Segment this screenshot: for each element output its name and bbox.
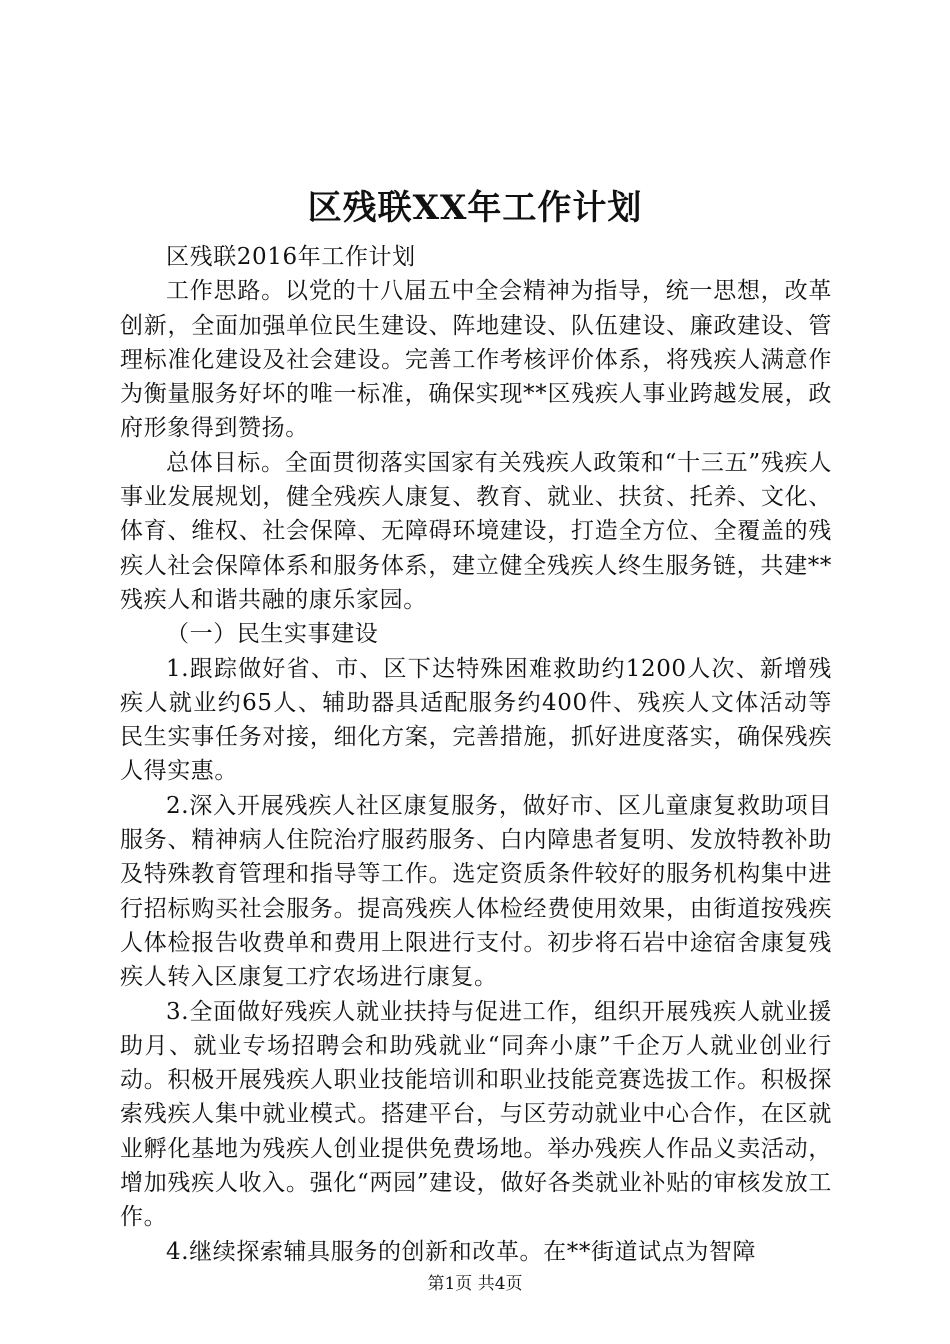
- paragraph-item-4: 4.继续探索辅具服务的创新和改革。在**街道试点为智障: [166, 1238, 757, 1265]
- section-heading-livelihood: （一）民生实事建设: [166, 621, 379, 648]
- paragraph-item-3: 3.全面做好残疾人就业扶持与促进工作，组织开展残疾人就业援助月、就业专场招聘会和助残就业“同奔小康”千企万人就业创业行动。积极开展残疾人职业技能培训和职业技能竞赛选拔工作。积极探索残疾人集中就业模式。搭建平台，与区劳动就业中心合作，在区就业孵化基地为残疾人创业提供免费场地。举办残疾人作品义卖活动，增加残疾人收入。强化“两园”建设，做好各类就业补贴的审核发放工作。: [120, 998, 832, 1231]
- paragraph-item-2: 2.深入开展残疾人社区康复服务，做好市、区儿童康复救助项目服务、精神病人住院治疗服药服务、白内障患者复明、发放特教补助及特殊教育管理和指导等工作。选定资质条件较好的服务机构集中进行招标购买社会服务。提高残疾人体检经费使用效果，由街道按残疾人体检报告收费单和费用上限进行支付。初步将石岩中途宿舍康复残疾人转入区康复工疗农场进行康复。: [120, 792, 832, 991]
- paragraph-overall-goal: 总体目标。全面贯彻落实国家有关残疾人政策和“十三五”残疾人事业发展规划，健全残疾人康复、教育、就业、扶贫、托养、文化、体育、维权、社会保障、无障碍环境建设，打造全方位、全覆盖的残疾人社会保障体系和服务体系，建立健全残疾人终生服务链，共建**残疾人和谐共融的康乐家园。: [120, 449, 832, 613]
- document-subtitle: 区残联2016年工作计划: [166, 244, 416, 270]
- document-title: 区残联XX年工作计划: [307, 188, 643, 228]
- paragraph-item-1: 1.跟踪做好省、市、区下达特殊困难救助约1200人次、新增残疾人就业约65人、辅助器具适配服务约400件、残疾人文体活动等民生实事任务对接，细化方案，完善措施，抓好进度落实，确保残疾人得实惠。: [120, 655, 832, 785]
- document-body: [120, 240, 832, 1269]
- page-footer: 第1页 共4页: [427, 1274, 523, 1294]
- paragraph-work-approach: 工作思路。以党的十八届五中全会精神为指导，统一思想，改革创新，全面加强单位民生建设、阵地建设、队伍建设、廉政建设、管理标准化建设及社会建设。完善工作考核评价体系，将残疾人满意作为衡量服务好坏的唯一标准，确保实现**区残疾人事业跨越发展，政府形象得到赞扬。: [120, 278, 832, 442]
